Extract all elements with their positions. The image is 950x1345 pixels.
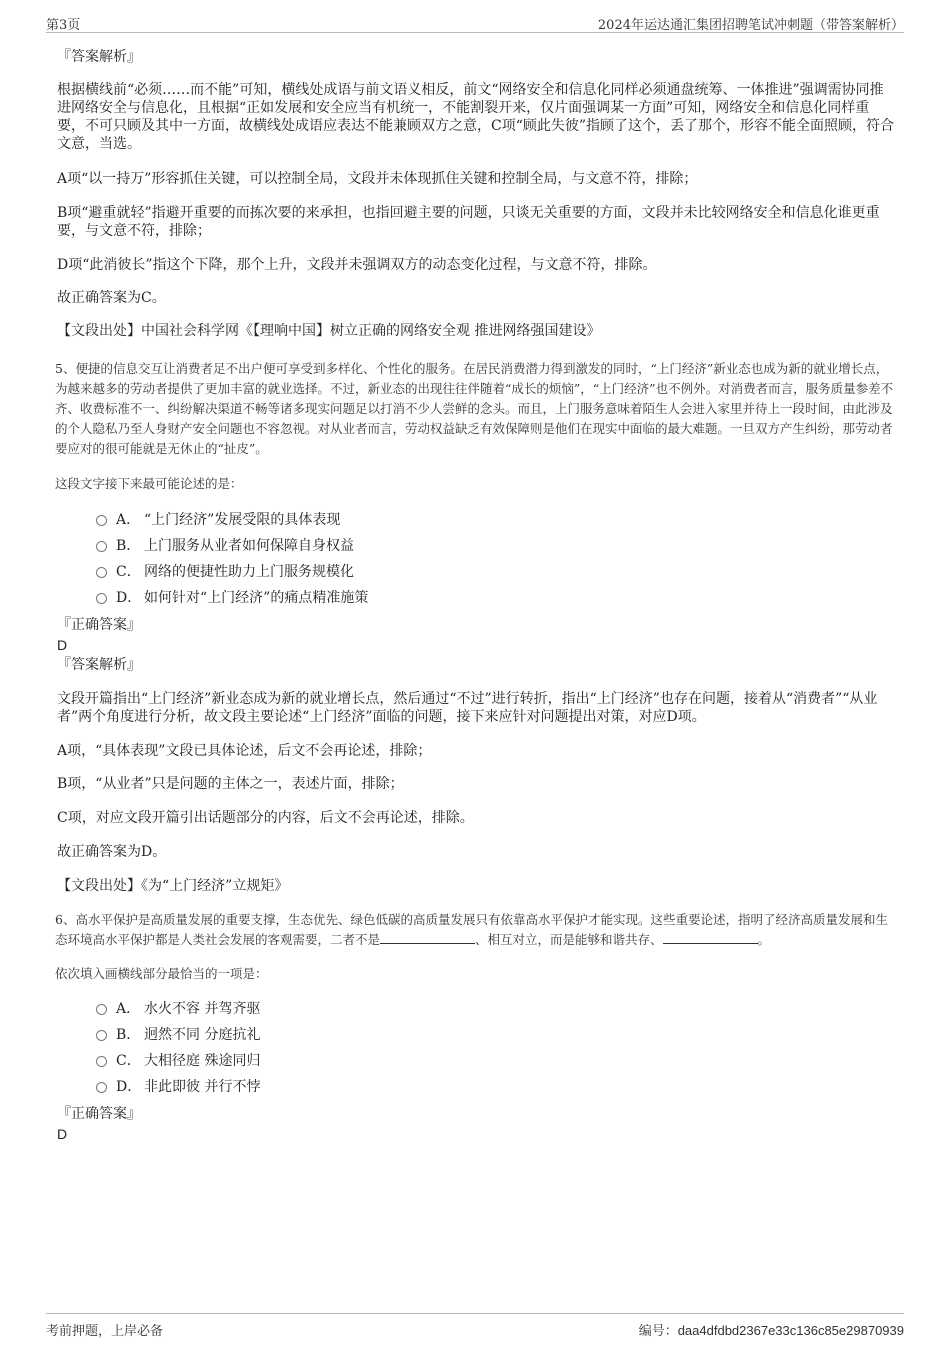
question-stem: 5、便捷的信息交互让消费者足不出户便可享受到多样化、个性化的服务。在居民消费潜力得到激发的同时，“上门经济”新业态也成为新的就业增长点，为越来越多的劳动者提供了更加丰富的就业选择。不过，新业态的出现往往伴随着“成长的烦恼”，“上门经济”也不例外。对消费者而言，服务质量参差不齐、收费标准不一、纠纷解决渠道不畅等诸多现实问题足以打消不少人尝鲜的念头。而且，上门服务意味着陌生人会进入家里并待上一段时间，由此涉及的个人隐私乃至人身财产安全问题也不容忽视。对从业者而言，劳动权益缺乏有效保障则是他们在现实中面临的最大难题。一旦双方产生纠纷，那劳动者要应对的很可能就是无休止的“扯皮”。	[55, 361, 894, 456]
radio-button[interactable]	[96, 541, 107, 552]
option-letter: C．	[116, 1053, 141, 1069]
option-letter: D．	[116, 590, 142, 606]
analysis-paragraph: A项，“具体表现”文段已具体论述，后文不会再论述，排除；	[57, 743, 432, 759]
analysis-label: 『答案解析』	[57, 49, 141, 65]
analysis-paragraph: A项“以一持万”形容抓住关键，可以控制全局，文段并未体现抓住关键和控制全局，与文意不符，排除；	[57, 171, 698, 187]
analysis-paragraph: 文段开篇指出“上门经济”新业态成为新的就业增长点，然后通过“不过”进行转折，指出“上门经济”也存在问题，接着从“消费者”“从业者”两个角度进行分析，故文段主要论述“上门经济”面临的问题，接下来应针对问题提出对策，对应D项。	[57, 691, 878, 725]
analysis-label: 『答案解析』	[57, 657, 141, 673]
fill-blank	[380, 932, 475, 944]
question-stem	[55, 910, 895, 950]
analysis-conclusion: 故正确答案为C。	[57, 290, 166, 306]
option-a[interactable]	[96, 999, 260, 1019]
answer-value: D	[57, 1126, 68, 1142]
analysis-paragraph: D项“此消彼长”指这个下降，那个上升，文段并未强调双方的动态变化过程，与文意不符，排除。	[57, 257, 657, 273]
option-text: “上门经济”发展受限的具体表现	[144, 512, 341, 528]
radio-button[interactable]	[96, 1030, 107, 1041]
option-c[interactable]	[96, 562, 354, 582]
option-text: 水火不容 并驾齐驱	[144, 1001, 261, 1017]
answer-label: 『正确答案』	[57, 1106, 141, 1122]
fill-blank	[663, 932, 758, 944]
radio-button[interactable]	[96, 1082, 107, 1093]
stem-part: 6、高水平保护是高质量发展的重要支撑，生态优先、绿色低碳的高质量发展只有依靠高水平保护才能实现。这些重要论述，指明了经济高质量发展和生态环境高水平保护都是人类社会发展的客观需要，二者不是	[55, 912, 888, 947]
option-letter: A．	[116, 512, 141, 528]
analysis-paragraph: C项，对应文段开篇引出话题部分的内容，后文不会再论述，排除。	[57, 810, 474, 826]
option-d[interactable]	[96, 588, 368, 608]
analysis-conclusion: 故正确答案为D。	[57, 844, 167, 860]
radio-button[interactable]	[96, 515, 107, 526]
page-number: 第3页	[46, 18, 81, 33]
option-text: 网络的便捷性助力上门服务规模化	[144, 564, 354, 580]
option-text: 大相径庭 殊途同归	[144, 1053, 261, 1069]
option-text: 迥然不同 分庭抗礼	[144, 1027, 261, 1043]
document-title: 2024年运达通汇集团招聘笔试冲刺题（带答案解析）	[597, 18, 904, 33]
option-b[interactable]	[96, 536, 354, 556]
page-footer	[46, 1313, 904, 1340]
option-text: 上门服务从业者如何保障自身权益	[144, 538, 354, 554]
analysis-paragraph: B项“避重就轻”指避开重要的而拣次要的来承担，也指回避主要的问题，只谈无关重要的方面，文段并未比较网络安全和信息化谁更重要，与文意不符，排除；	[57, 205, 880, 239]
option-letter: D．	[116, 1079, 142, 1095]
option-letter: A．	[116, 1001, 141, 1017]
option-text: 如何针对“上门经济”的痛点精准施策	[144, 590, 369, 606]
option-letter: C．	[116, 564, 141, 580]
option-letter: B．	[116, 538, 141, 554]
option-d[interactable]	[96, 1077, 260, 1097]
stem-part: 、相互对立，而是能够和谐共存、	[475, 932, 663, 947]
footer-slogan: 考前押题，上岸必备	[46, 1324, 164, 1339]
stem-part: 。	[757, 932, 771, 947]
radio-button[interactable]	[96, 1056, 107, 1067]
analysis-paragraph: 根据横线前“必须……而不能”可知，横线处成语与前文语义相反，前文“网络安全和信息化同样必须通盘统筹、一体推进”强调需协同推进网络安全与信息化，且根据“正如发展和安全应当有机统一，不能割裂开来，仅片面强调某一方面”可知，网络安全和信息化同样重要，不可只顾及其中一方面，故横线处成语应表达不能兼顾双方之意，C项“顾此失彼”指顾了这个，丢了那个，形容不能全面照顾，符合文意，当选。	[57, 82, 895, 152]
option-c[interactable]	[96, 1051, 260, 1071]
page-header	[46, 14, 904, 33]
question-prompt: 这段文字接下来最可能论述的是：	[55, 476, 243, 491]
radio-button[interactable]	[96, 567, 107, 578]
option-b[interactable]	[96, 1025, 260, 1045]
source-citation: 【文段出处】中国社会科学网《【理响中国】树立正确的网络安全观 推进网络强国建设》	[57, 323, 601, 339]
option-letter: B．	[116, 1027, 141, 1043]
document-code: 编号：daa4dfdbd2367e33c136c85e29870939	[638, 1323, 904, 1338]
option-text: 非此即彼 并行不悖	[144, 1079, 261, 1095]
analysis-paragraph: B项，“从业者”只是问题的主体之一，表述片面，排除；	[57, 776, 404, 792]
answer-label: 『正确答案』	[57, 617, 141, 633]
radio-button[interactable]	[96, 593, 107, 604]
answer-value: D	[57, 637, 68, 653]
source-citation: 【文段出处】《为“上门经济”立规矩》	[57, 878, 289, 894]
question-prompt: 依次填入画横线部分最恰当的一项是：	[55, 966, 268, 981]
radio-button[interactable]	[96, 1004, 107, 1015]
option-a[interactable]	[96, 510, 340, 530]
